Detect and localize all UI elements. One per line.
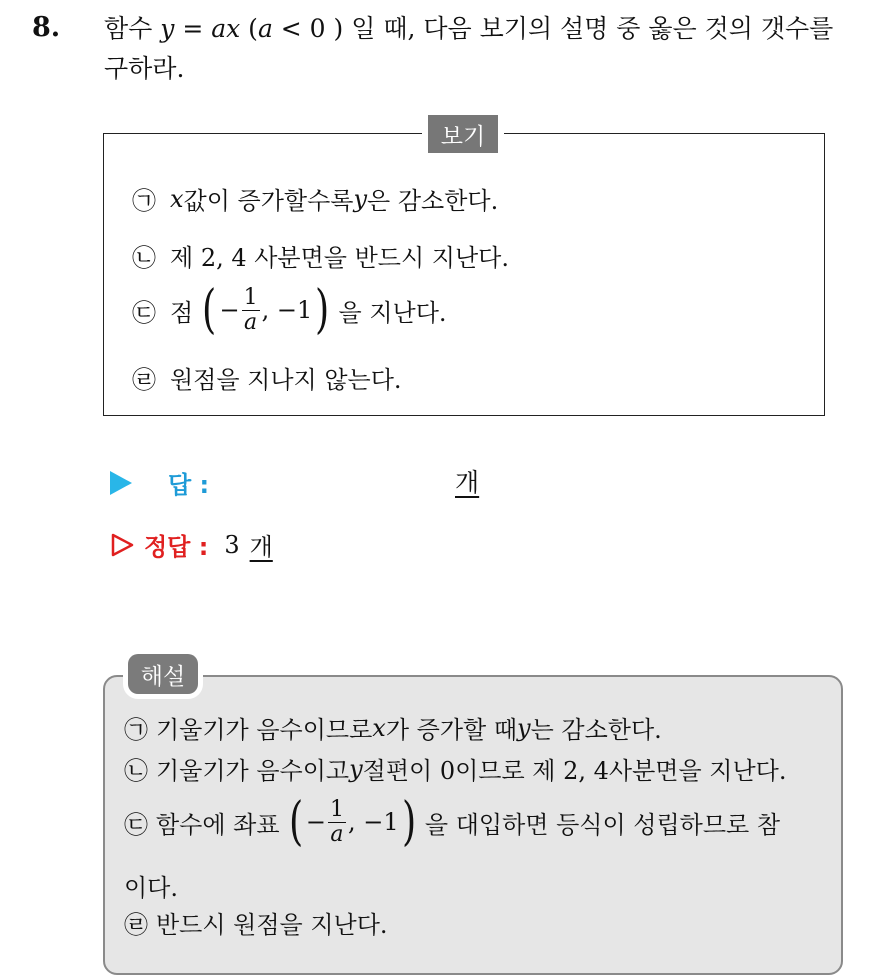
question-text-line1: 함수 y = ax (a < 0 ) 일 때, 다음 보기의 설명 중 옳은 것의 갯수를 [104, 14, 834, 43]
correct-answer-value: 3 [224, 530, 240, 559]
circled-letter-icon: ㉣ [124, 911, 148, 939]
fraction: $\frac{1}{a}$ [243, 284, 258, 335]
correct-answer-unit: 개 [249, 533, 273, 561]
question-number: 8. [32, 12, 61, 43]
explanation-tab-label: 해설 [128, 654, 198, 694]
outline-triangle-icon [110, 533, 134, 557]
answer-row [110, 465, 209, 500]
explanation-line-2: ㉡ 기울기가 음수이고 y 절편이 0이므로 제 2, 4사분면을 지난다. [124, 751, 786, 786]
correct-answer-row [110, 527, 273, 562]
question-text-line2: 구하라. [104, 54, 185, 83]
explanation-line-3: ㉢ 함수에 좌표 ( − $\frac{1}{a}$ , −1 ) 을 대입하면 등식이 성립하므로 참 [124, 792, 780, 852]
explanation-line-5: ㉣ 반드시 원점을 지난다. [124, 905, 388, 940]
play-triangle-icon [110, 471, 132, 495]
circled-letter-icon: ㉡ [132, 244, 156, 272]
circled-letter-icon: ㉠ [124, 716, 148, 744]
answer-unit: 개 [455, 468, 480, 497]
bogi-tab-label: 보기 [428, 115, 498, 153]
fraction: $\frac{1}{a}$ [329, 796, 344, 847]
explanation-line-1: ㉠ 기울기가 음수이므로 x 가 증가할 때 y 는 감소한다. [124, 710, 662, 745]
bogi-item-2: ㉡ 제 2, 4 사분면을 반드시 지난다. [132, 238, 509, 273]
circled-letter-icon: ㉢ [132, 298, 156, 327]
correct-answer-label: 정답 : [144, 533, 209, 561]
bogi-item-3: ㉢ 점 ( − $\frac{1}{a}$ , −1 ) 을 지난다. [132, 280, 447, 340]
bogi-item-1: ㉠ x 값이 증가할수록 y 은 감소한다. [132, 181, 498, 216]
answer-label: 답 : [168, 471, 210, 499]
bogi-item-4: ㉣ 원점을 지나지 않는다. [132, 360, 402, 395]
explanation-line-4: 이다. [124, 874, 178, 902]
circled-letter-icon: ㉡ [124, 757, 148, 785]
circled-letter-icon: ㉢ [124, 810, 148, 839]
circled-letter-icon: ㉠ [132, 187, 156, 215]
circled-letter-icon: ㉣ [132, 366, 156, 394]
